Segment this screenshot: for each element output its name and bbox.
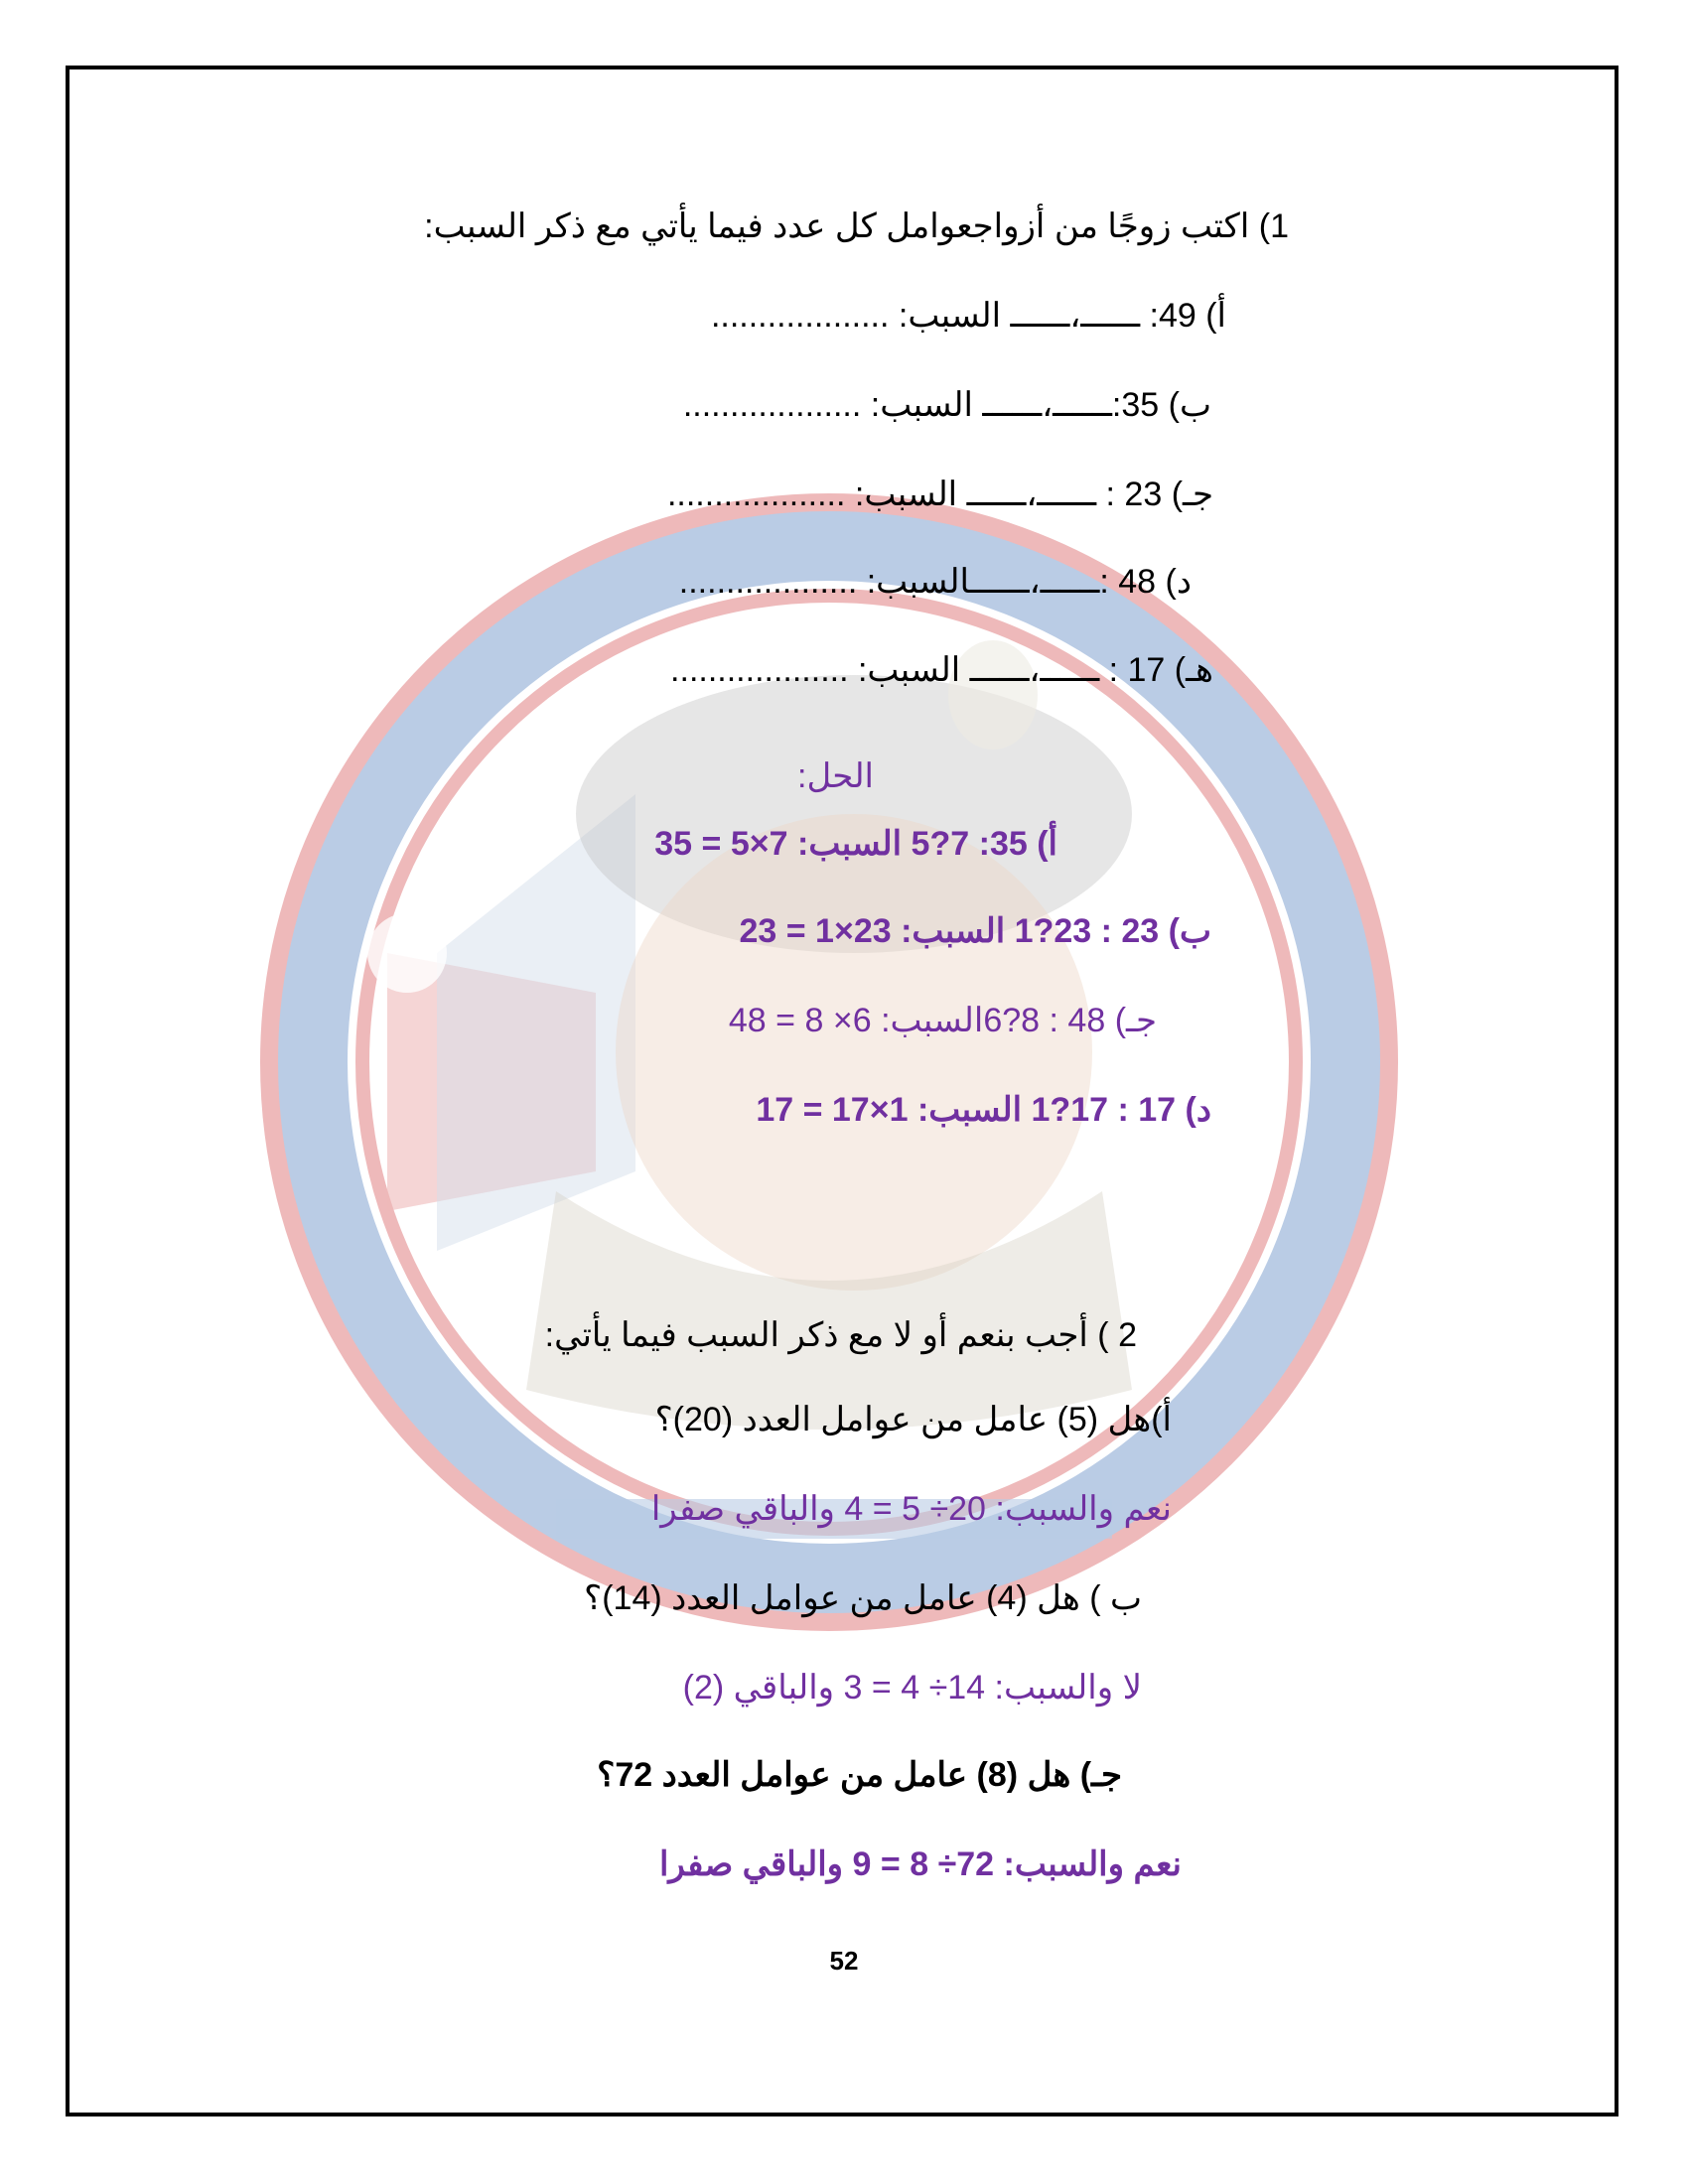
page-number: 52 bbox=[829, 1946, 859, 1976]
solution-d: د) 17 : 17?1 السبب: 1×17 = 17 bbox=[756, 1091, 1211, 1129]
question-1-heading: 1) اكتب زوجًا من أزواجعوامل كل عدد فيما يأتي مع ذكر السبب: bbox=[424, 207, 1289, 245]
solution-b: ب) 23 : 23?1 السبب: 23×1 = 23 bbox=[739, 912, 1211, 950]
question-2-a: أ)هل (5) عامل من عوامل العدد (20)؟ bbox=[654, 1401, 1172, 1438]
solution-a: أ) 35: 7?5 السبب: 7×5 = 35 bbox=[654, 825, 1057, 863]
answer-2-c: نعم والسبب: 72÷ 8 = 9 والباقي صفرا bbox=[658, 1845, 1182, 1883]
solution-title: الحل: bbox=[797, 757, 874, 795]
question-1-item-d: د) 48 :ــــــ،ــــــالسبب: ................... bbox=[678, 563, 1192, 601]
question-1-item-a: أ) 49: ــــــ،ــــــ السبب: ................... bbox=[710, 297, 1226, 335]
answer-2-a: نعم والسبب: 20÷ 5 = 4 والباقي صفرا bbox=[650, 1490, 1172, 1528]
question-1-item-e: هـ) 17 : ــــــ،ــــــ السبب: ................... bbox=[670, 651, 1213, 689]
question-2-b: ب ) هل (4) عامل من عوامل العدد (14)؟ bbox=[584, 1579, 1142, 1617]
answer-2-b: لا والسبب: 14÷ 4 = 3 والباقي (2) bbox=[682, 1669, 1142, 1706]
question-2-c: جـ) هل (8) عامل من عوامل العدد 72؟ bbox=[597, 1756, 1122, 1794]
solution-c: جـ) 48 : 8?6السبب: 6× 8 = 48 bbox=[728, 1002, 1157, 1039]
question-2-heading: 2 ) أجب بنعم أو لا مع ذكر السبب فيما يأتي: bbox=[544, 1316, 1137, 1354]
question-1-item-c: جـ) 23 : ــــــ،ــــــ السبب: ................... bbox=[666, 476, 1213, 513]
question-1-item-b: ب) 35:ــــــ،ــــــ السبب: ................... bbox=[682, 386, 1211, 424]
